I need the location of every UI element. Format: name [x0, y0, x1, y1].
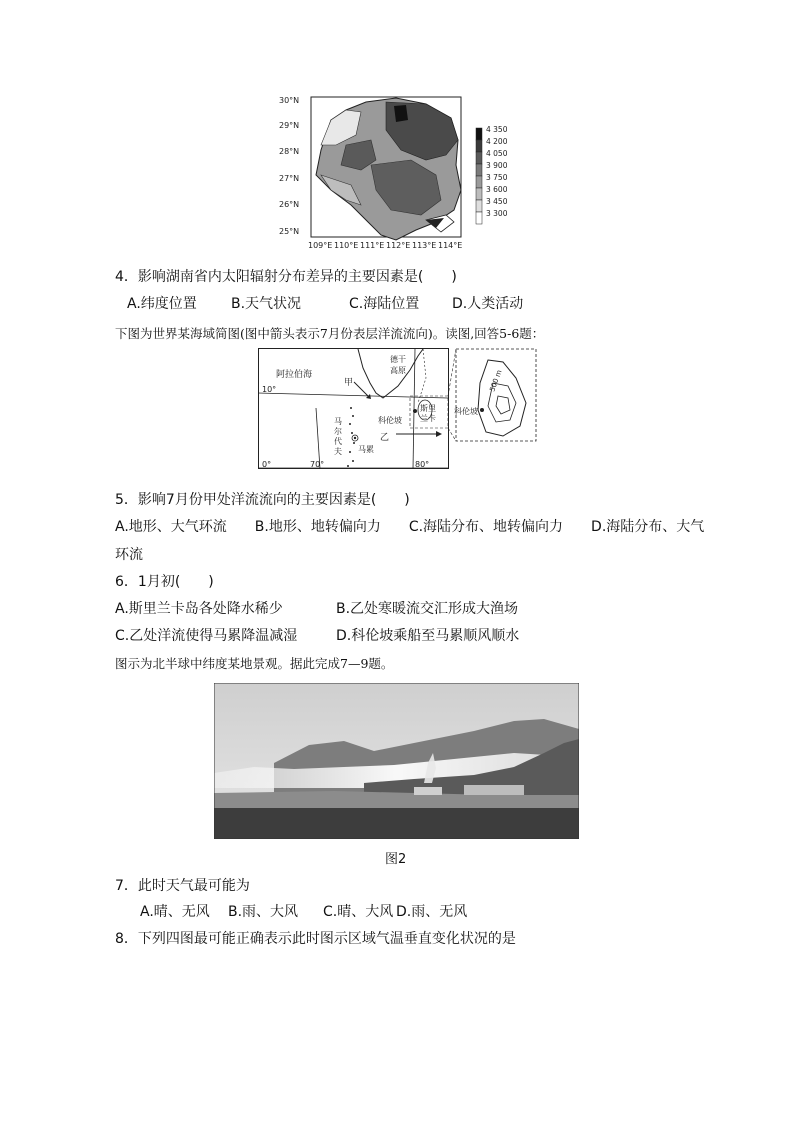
label-maldives-3: 代 — [334, 437, 342, 446]
question-8-stem: 8．下列四图最可能正确表示此时图示区域气温垂直变化状况的是 — [115, 931, 516, 947]
label-jia: 甲 — [344, 378, 354, 388]
lon-label: 112°E — [386, 241, 411, 250]
lat-label: 29°N — [279, 121, 300, 130]
label-lon-70: 70° — [310, 460, 325, 469]
question-4-option-d[interactable]: D.人类活动 — [452, 296, 524, 312]
label-lat-10: 10° — [262, 385, 277, 394]
lon-label: 109°E — [308, 241, 333, 250]
landscape-photo — [214, 683, 579, 839]
label-lat-0: 0° — [262, 460, 272, 469]
legend-value: 3 450 — [486, 197, 508, 206]
legend-value: 3 600 — [486, 185, 508, 194]
question-5-stem: 5．影响7月份甲处洋流流向的主要因素是( ) — [115, 492, 410, 508]
label-lon-80: 80° — [415, 460, 430, 469]
map-legend — [476, 125, 508, 224]
inset-label-colombo: 科伦坡 — [454, 407, 478, 416]
intro-5-6: 下图为世界某海域简图(图中箭头表示7月份表层洋流流向)。读图,回答5-6题： — [115, 326, 545, 341]
legend-value: 4 350 — [486, 125, 508, 134]
lon-label: 110°E — [334, 241, 359, 250]
question-7-option-b[interactable]: B.雨、大风 — [228, 904, 299, 920]
arabian-sea-map — [258, 348, 538, 470]
lat-label: 26°N — [279, 200, 300, 209]
question-6-option-b[interactable]: B.乙处寒暖流交汇形成大渔场 — [336, 601, 519, 617]
legend-value: 3 900 — [486, 161, 508, 170]
label-yi: 乙 — [380, 433, 390, 443]
lon-label: 113°E — [412, 241, 437, 250]
question-7-option-c[interactable]: C.晴、大风 — [323, 904, 394, 920]
label-maldives-1: 马 — [334, 417, 342, 426]
label-deccan-2: 高原 — [390, 366, 406, 375]
lat-label: 30°N — [279, 96, 300, 105]
inset-contour-label: 500 m — [488, 368, 504, 393]
question-7-option-d[interactable]: D.雨、无风 — [396, 904, 468, 920]
label-maldives-4: 夫 — [334, 447, 342, 456]
question-4-option-c[interactable]: C.海陆位置 — [349, 296, 420, 312]
label-srilanka-2: 兰卡 — [420, 414, 436, 423]
lat-label: 25°N — [279, 227, 300, 236]
question-5-options-cont[interactable]: 环流 — [115, 547, 143, 563]
question-7-option-a[interactable]: A.晴、无风 — [140, 904, 210, 920]
question-6-option-a[interactable]: A.斯里兰卡岛各处降水稀少 — [115, 601, 283, 617]
label-srilanka-1: 斯里 — [420, 404, 436, 413]
legend-value: 3 750 — [486, 173, 508, 182]
legend-value: 4 050 — [486, 149, 508, 158]
lat-label: 28°N — [279, 147, 300, 156]
figure-caption: 图2 — [385, 852, 407, 867]
label-deccan-1: 德干 — [390, 355, 406, 364]
lon-label: 114°E — [438, 241, 463, 250]
question-6-option-d[interactable]: D.科伦坡乘船至马累顺风顺水 — [336, 628, 520, 644]
question-5-options[interactable]: A.地形、大气环流 B.地形、地转偏向力 C.海陆分布、地转偏向力 D.海陆分布、大气 — [115, 519, 705, 535]
label-male: 马累 — [358, 445, 374, 454]
question-7-stem: 7．此时天气最可能为 — [115, 878, 250, 894]
lon-label: 111°E — [360, 241, 385, 250]
legend-value: 4 200 — [486, 137, 508, 146]
question-6-option-c[interactable]: C.乙处洋流使得马累降温减湿 — [115, 628, 298, 644]
legend-value: 3 300 — [486, 209, 508, 218]
solar-radiation-map — [276, 90, 516, 250]
question-4-option-b[interactable]: B.天气状况 — [231, 296, 302, 312]
label-colombo: 科伦坡 — [378, 416, 402, 425]
label-maldives-2: 尔 — [334, 427, 342, 436]
question-4-option-a[interactable]: A.纬度位置 — [127, 296, 197, 312]
lat-label: 27°N — [279, 174, 300, 183]
intro-7-9: 图示为北半球中纬度某地景观。据此完成7—9题。 — [115, 656, 394, 671]
question-6-stem: 6．1月初( ) — [115, 574, 214, 590]
label-arabian-sea: 阿拉伯海 — [276, 370, 313, 380]
question-4-stem: 4．影响湖南省内太阳辐射分布差异的主要因素是( ) — [115, 269, 457, 285]
